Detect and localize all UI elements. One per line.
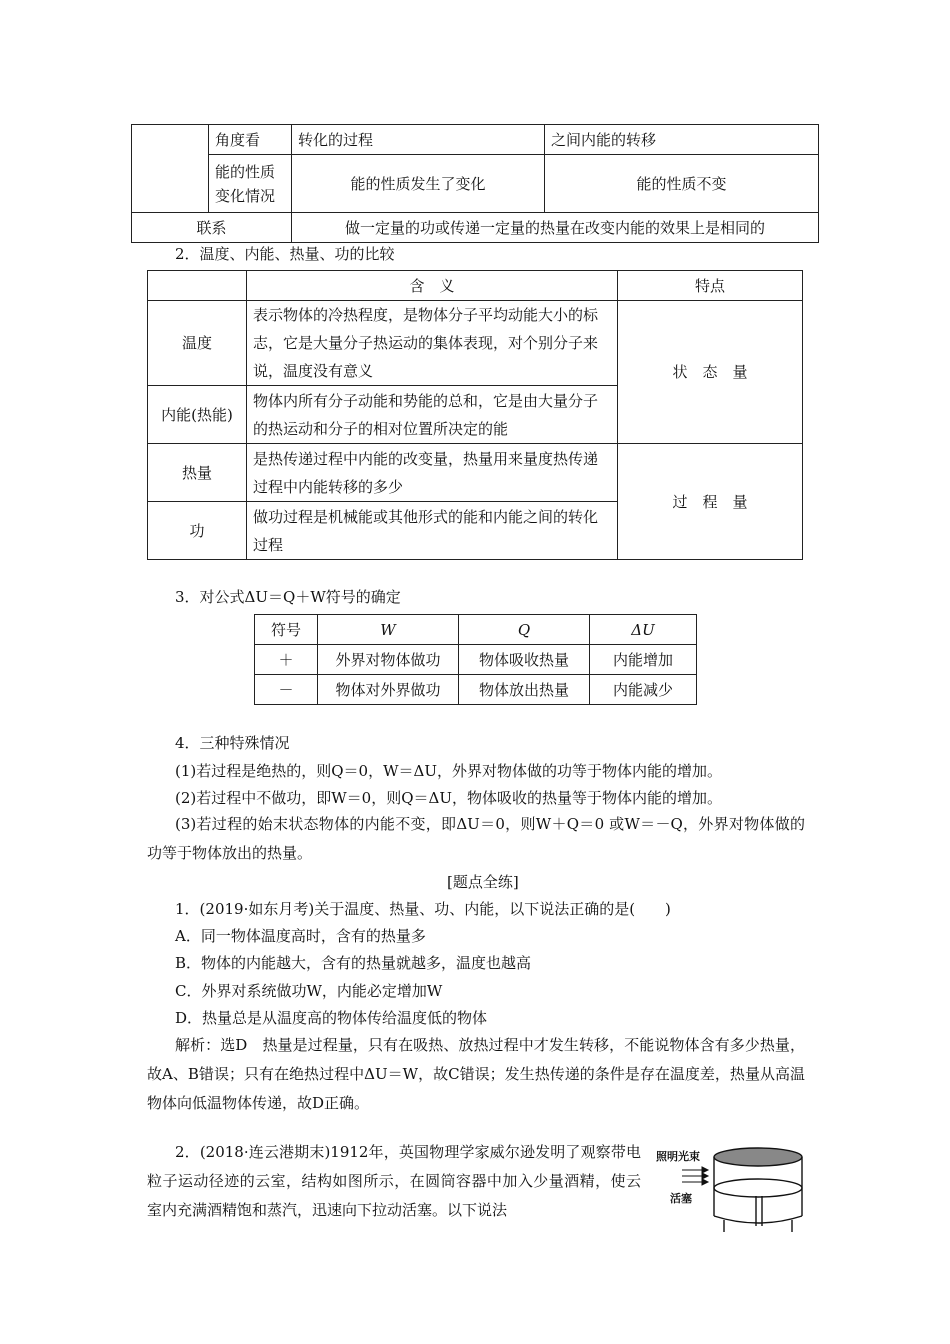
row-meaning-work: 做功过程是机械能或其他形式的能和内能之间的转化过程 — [247, 502, 618, 560]
sign-minus: － — [255, 675, 318, 705]
sign-minus-du: 内能减少 — [590, 675, 697, 705]
sign-minus-q: 物体放出热量 — [459, 675, 590, 705]
question-1-analysis: 解析：选D 热量是过程量，只有在吸热、放热过程中才发生转移，不能说物体含有多少热量，故A、B错误；只有在绝热过程中ΔU＝W，故C错误；发生热传递的条件是存在温度差，热量从高温物体向低温物体传递，故D正确。 — [147, 1036, 805, 1112]
energy-nature-unchanged: 能的性质不变 — [545, 155, 819, 213]
relation-label: 联系 — [132, 213, 292, 243]
row-name-work: 功 — [148, 502, 247, 560]
feature-state-quantity: 状 态 量 — [618, 301, 803, 444]
sign-header-symbol: 符号 — [255, 615, 318, 645]
sign-plus-q: 物体吸收热量 — [459, 645, 590, 675]
heat-transfer-cell: 之间内能的转移 — [545, 125, 819, 155]
section-4-heading: 4．三种特殊情况 — [175, 734, 290, 752]
work-transform-cell: 转化的过程 — [292, 125, 545, 155]
sign-header-q: Q — [459, 615, 590, 645]
comparison-table — [147, 270, 803, 560]
question-2-stem: 2．(2018·连云港期末)1912年，英国物理学家威尔逊发明了观察带电粒子运动径迹的云室，结构如图所示，在圆筒容器中加入少量酒精，使云室内充满酒精饱和蒸汽，迅速向下拉动活塞。以下说法 — [147, 1143, 641, 1219]
sign-plus: ＋ — [255, 645, 318, 675]
row-meaning-heat: 是热传递过程中内能的改变量，热量用来量度热传递过程中内能转移的多少 — [247, 444, 618, 502]
header-meaning: 含 义 — [247, 271, 618, 301]
cloud-chamber-figure — [652, 1140, 812, 1234]
header-empty — [148, 271, 247, 301]
energy-nature-label: 能的性质变化情况 — [209, 155, 292, 213]
figure-label-piston: 活塞 — [670, 1192, 692, 1205]
sign-header-w: W — [318, 615, 459, 645]
relation-text: 做一定量的功或传递一定量的热量在改变内能的效果上是相同的 — [292, 213, 819, 243]
header-feature: 特点 — [618, 271, 803, 301]
section-2-heading: 2．温度、内能、热量、功的比较 — [175, 245, 395, 263]
special-case-1: (1)若过程是绝热的，则Q＝0，W＝ΔU，外界对物体做的功等于物体内能的增加。 — [175, 762, 722, 780]
row-meaning-internal-energy: 物体内所有分子动能和势能的总和，它是由大量分子的热运动和分子的相对位置所决定的能 — [247, 386, 618, 444]
question-1-option-a: A．同一物体温度高时，含有的热量多 — [175, 927, 426, 945]
angle-cell: 角度看 — [209, 125, 292, 155]
special-case-3: (3)若过程的始末状态物体的内能不变，即ΔU＝0，则W＋Q＝0 或W＝－Q，外界对物体做的功等于物体放出的热量。 — [147, 815, 805, 862]
row-meaning-temperature: 表示物体的冷热程度，是物体分子平均动能大小的标志，它是大量分子热运动的集体表现，对个别分子来说，温度没有意义 — [247, 301, 618, 386]
row-name-heat: 热量 — [148, 444, 247, 502]
question-1-option-b: B．物体的内能越大，含有的热量就越多，温度也越高 — [175, 954, 532, 972]
question-1-option-c: C．外界对系统做功W，内能必定增加W — [175, 982, 443, 1000]
special-case-2: (2)若过程中不做功，即W＝0，则Q＝ΔU，物体吸收的热量等于物体内能的增加。 — [175, 789, 722, 807]
sign-plus-w: 外界对物体做功 — [318, 645, 459, 675]
cylinder-icon — [714, 1148, 802, 1232]
energy-nature-changed: 能的性质发生了变化 — [292, 155, 545, 213]
sign-header-du: ΔU — [590, 615, 697, 645]
figure-label-light: 照明光束 — [656, 1150, 700, 1163]
arrows-icon — [682, 1167, 708, 1185]
section-3-heading: 3．对公式ΔU＝Q＋W符号的确定 — [175, 588, 401, 606]
row-name-internal-energy: 内能(热能) — [148, 386, 247, 444]
question-1-option-d: D．热量总是从温度高的物体传给温度低的物体 — [175, 1009, 488, 1027]
empty-cell — [132, 125, 209, 213]
row-name-temperature: 温度 — [148, 301, 247, 386]
work-heat-table — [131, 124, 819, 243]
sign-table — [254, 614, 697, 705]
sign-plus-du: 内能增加 — [590, 645, 697, 675]
feature-process-quantity: 过 程 量 — [618, 444, 803, 560]
question-1-stem: 1．(2019·如东月考)关于温度、热量、功、内能，以下说法正确的是( ) — [175, 900, 671, 918]
practice-title: [题点全练] — [447, 873, 519, 891]
sign-minus-w: 物体对外界做功 — [318, 675, 459, 705]
